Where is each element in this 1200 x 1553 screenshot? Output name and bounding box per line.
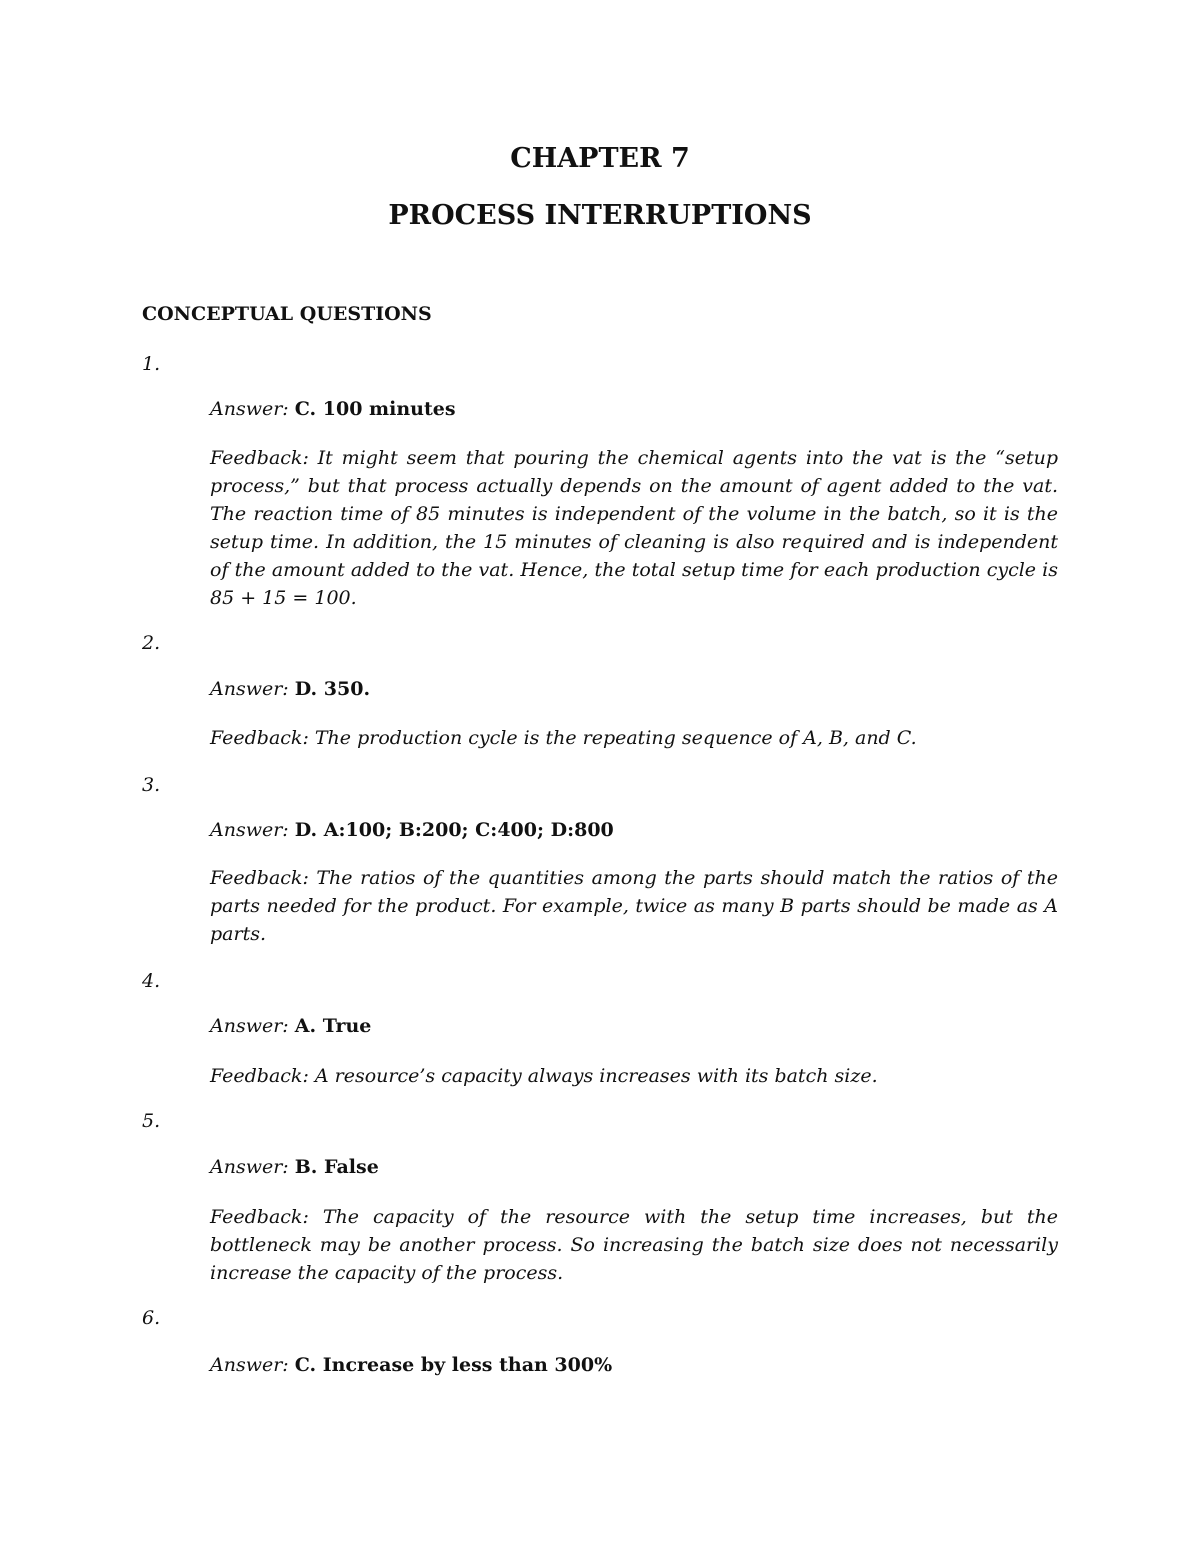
answer-line <box>210 678 370 700</box>
question-number: 5. <box>142 1110 161 1132</box>
answer-line <box>210 398 456 420</box>
answer-label: Answer: <box>210 1354 289 1376</box>
answer-line <box>210 819 614 841</box>
question-number: 4. <box>142 970 161 992</box>
answer-label: Answer: <box>210 819 289 841</box>
question-number: 3. <box>142 774 161 796</box>
answer-value: A. True <box>294 1015 372 1037</box>
answer-label: Answer: <box>210 678 289 700</box>
answer-value: C. 100 minutes <box>294 398 456 420</box>
section-heading: CONCEPTUAL QUESTIONS <box>142 303 432 325</box>
feedback-text: Feedback: The production cycle is the repeating sequence of A, B, and C. <box>210 727 917 749</box>
answer-line <box>210 1354 612 1376</box>
chapter-subtitle: PROCESS INTERRUPTIONS <box>388 200 812 231</box>
feedback-text: Feedback: A resource’s capacity always increases with its batch size. <box>210 1065 878 1087</box>
question-number: 2. <box>142 632 161 654</box>
answer-value: C. Increase by less than 300% <box>294 1354 613 1376</box>
answer-label: Answer: <box>210 1015 289 1037</box>
question-number: 1. <box>142 353 161 375</box>
feedback-text: Feedback: The ratios of the quantities among the parts should match the ratios of the parts needed for the product. For example, twice as many B parts should be made as A parts. <box>210 867 1058 945</box>
feedback-text: Feedback: The capacity of the resource with the setup time increases, but the bottleneck may be another process. So increasing the batch size does not necessarily increase the capacity of the process. <box>210 1206 1058 1284</box>
answer-value: B. False <box>294 1156 379 1178</box>
answer-label: Answer: <box>210 398 289 420</box>
answer-line <box>210 1015 371 1037</box>
question-number: 6. <box>142 1307 161 1329</box>
chapter-title: CHAPTER 7 <box>510 143 690 174</box>
answer-value: D. A:100; B:200; C:400; D:800 <box>294 819 614 841</box>
answer-value: D. 350. <box>294 678 371 700</box>
answer-line <box>210 1156 379 1178</box>
feedback-text: Feedback: It might seem that pouring the chemical agents into the vat is the “setup process,” but that process actually depends on the amount of agent added to the vat. The reaction time of 85 minutes is independent of the volume in the batch, so it is the setup time. In addition, the 15 minutes of cleaning is also required and is independent of the amount added to the vat. Hence, the total setup time for each production cycle is 85 + 15 = 100. <box>210 447 1058 609</box>
answer-label: Answer: <box>210 1156 289 1178</box>
